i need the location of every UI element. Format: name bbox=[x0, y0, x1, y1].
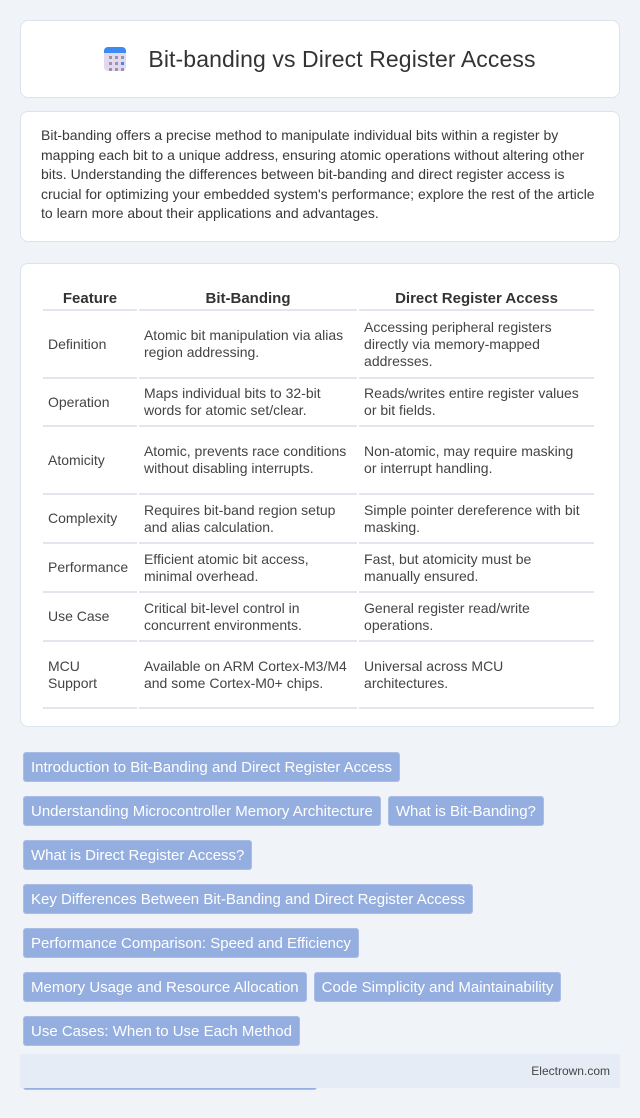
intro-card bbox=[20, 111, 620, 242]
intro-text: Bit-banding offers a precise method to manipulate individual bits within a register by mapping each bit to a unique address, ensuring atomic operations without altering other bits. Understanding the differences between bit-banding and direct register access is crucial for optimizing your embedded system's performance; explore the rest of the article to learn more about their applications and advantages. bbox=[41, 127, 595, 221]
direct-access-cell: Simple pointer dereference with bit masking. bbox=[359, 495, 594, 544]
topic-tag-code-simplicity[interactable]: Code Simplicity and Maintainability bbox=[314, 972, 562, 1002]
bit-banding-cell: Atomic bit manipulation via alias region addressing. bbox=[139, 311, 357, 379]
table-header-row bbox=[43, 284, 594, 311]
table-row bbox=[43, 593, 594, 642]
bit-banding-cell: Maps individual bits to 32-bit words for atomic set/clear. bbox=[139, 379, 357, 427]
table-row bbox=[43, 495, 594, 544]
feature-cell: Operation bbox=[43, 379, 137, 427]
comparison-table bbox=[41, 284, 596, 709]
feature-cell: Complexity bbox=[43, 495, 137, 544]
feature-cell: MCU Support bbox=[43, 642, 137, 709]
direct-access-cell: Fast, but atomicity must be manually ensured. bbox=[359, 544, 594, 593]
feature-cell: Atomicity bbox=[43, 427, 137, 495]
feature-cell: Performance bbox=[43, 544, 137, 593]
topic-tag-key-differences[interactable]: Key Differences Between Bit-Banding and Direct Register Access bbox=[23, 884, 473, 914]
bit-banding-cell: Requires bit-band region setup and alias calculation. bbox=[139, 495, 357, 544]
topic-tag-memory-architecture[interactable]: Understanding Microcontroller Memory Architecture bbox=[23, 796, 381, 826]
direct-access-cell: General register read/write operations. bbox=[359, 593, 594, 642]
header bbox=[104, 46, 535, 73]
comparison-table-card bbox=[20, 263, 620, 727]
table-row bbox=[43, 427, 594, 495]
footer-site-name: Electrown.com bbox=[531, 1064, 610, 1078]
bit-banding-cell: Efficient atomic bit access, minimal overhead. bbox=[139, 544, 357, 593]
topic-tag-performance-comparison[interactable]: Performance Comparison: Speed and Efficiency bbox=[23, 928, 359, 958]
feature-cell: Definition bbox=[43, 311, 137, 379]
header-card bbox=[20, 20, 620, 98]
bit-banding-cell: Available on ARM Cortex-M3/M4 and some Cortex-M0+ chips. bbox=[139, 642, 357, 709]
column-header-feature: Feature bbox=[43, 284, 137, 311]
bit-banding-cell: Critical bit-level control in concurrent environments. bbox=[139, 593, 357, 642]
table-row bbox=[43, 379, 594, 427]
topic-tag-introduction[interactable]: Introduction to Bit-Banding and Direct Register Access bbox=[23, 752, 400, 782]
topic-tag-memory-usage[interactable]: Memory Usage and Resource Allocation bbox=[23, 972, 307, 1002]
calendar-icon bbox=[104, 47, 126, 71]
page-title: Bit-banding vs Direct Register Access bbox=[148, 45, 536, 72]
column-header-direct-register-access: Direct Register Access bbox=[359, 284, 594, 311]
table-row bbox=[43, 544, 594, 593]
direct-access-cell: Universal across MCU architectures. bbox=[359, 642, 594, 709]
feature-cell: Use Case bbox=[43, 593, 137, 642]
direct-access-cell: Reads/writes entire register values or bit fields. bbox=[359, 379, 594, 427]
topic-tag-what-is-bit-banding[interactable]: What is Bit-Banding? bbox=[388, 796, 544, 826]
table-row bbox=[43, 642, 594, 709]
topic-tag-use-cases[interactable]: Use Cases: When to Use Each Method bbox=[23, 1016, 300, 1046]
bit-banding-cell: Atomic, prevents race conditions without disabling interrupts. bbox=[139, 427, 357, 495]
direct-access-cell: Accessing peripheral registers directly via memory-mapped addresses. bbox=[359, 311, 594, 379]
table-row bbox=[43, 311, 594, 379]
column-header-bit-banding: Bit-Banding bbox=[139, 284, 357, 311]
footer bbox=[20, 1054, 620, 1088]
direct-access-cell: Non-atomic, may require masking or interrupt handling. bbox=[359, 427, 594, 495]
topic-tag-what-is-direct-register-access[interactable]: What is Direct Register Access? bbox=[23, 840, 252, 870]
topic-tags bbox=[23, 752, 623, 1090]
